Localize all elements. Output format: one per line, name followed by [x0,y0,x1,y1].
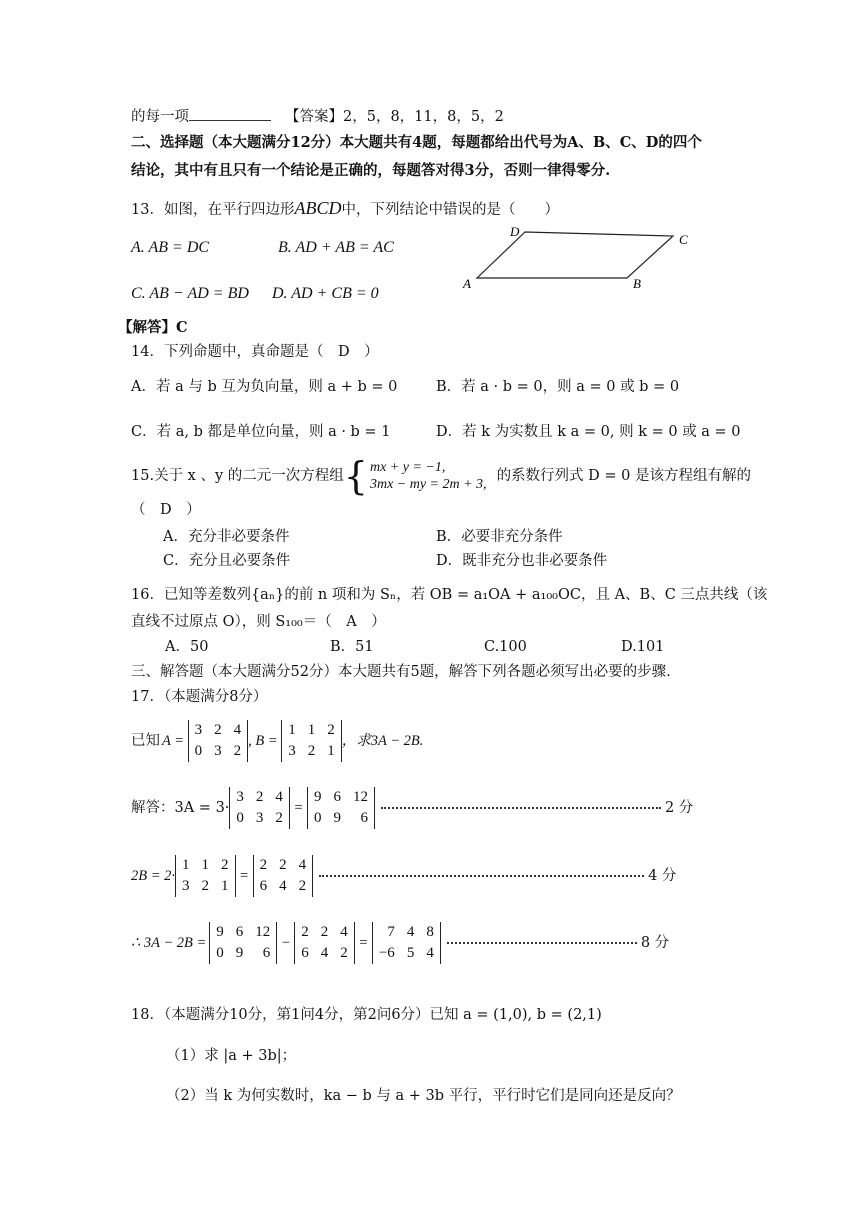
q15-option-c: C．充分且必要条件 [163,553,291,569]
q15-eq1: mx + y = −1, [369,460,446,475]
q17-step1: 解答：3A = 3· 3 2 4 0 3 2 = 9 6 12 0 9 6 2 分 [131,783,693,833]
matrix-b-cell: 1 [182,857,190,873]
top-prefix: 的每一项 [131,109,189,125]
matrix-b-cell: 3 [182,878,190,894]
q14-option-d: D．若 k 为实数且 k a = 0, 则 k = 0 或 a = 0 [436,424,741,440]
dotted-leader [447,942,637,944]
matrix-3a [307,787,375,829]
matrix-2b-cell: 2 [259,857,268,873]
matrix-3a-cell: 0 [313,810,322,826]
q15-equation-system: { mx + y = −1, 3mx − my = 2m + 3, [343,454,487,498]
q16-line1: 16．已知等差数列{aₙ}的前 n 项和为 Sₙ，若 OB = a₁OA + a₁₀₀OC，且 A、B、C 三点共线（该 [131,587,768,603]
matrix-b [281,720,342,762]
q16-option-b: B．51 [330,639,374,655]
label-a: A [463,276,471,291]
matrix-a-cell: 2 [255,789,264,805]
matrix-a-copy [229,787,290,829]
matrix-b-cell: 1 [288,722,296,738]
q17-step3-pre: ∴ 3A − 2B = [131,935,207,951]
matrix-a-cell: 3 [194,722,203,738]
q13-parallelogram-name: ABCD [294,198,342,218]
q15-eq2: 3mx − my = 2m + 3, [369,477,487,492]
q13-option-b: B. AD + AB = AC [278,239,394,256]
q18-line1: 18．（本题满分10分，第1问4分，第2问6分）已知 a = (1,0), b = (2,1) [131,1007,602,1023]
q15-stem [131,454,751,498]
matrix-b-cell: 1 [307,722,316,738]
q14-stem: 14．下列命题中，真命题是（ D ） [131,344,379,360]
matrix-a-cell: 2 [214,722,222,738]
matrix-b-cell: 2 [327,722,335,738]
matrix-2b-cell: 2 [301,924,309,940]
matrix-result-cell: 7 [387,924,395,940]
label-d: D [510,224,520,239]
top-answer-line [131,106,504,127]
q15-option-a: A．充分非必要条件 [163,529,290,545]
matrix-2b [253,855,314,897]
matrix-3a-cell: 9 [235,945,244,961]
matrix-b-cell: 1 [221,878,229,894]
q15-option-b: B．必要非充分条件 [436,529,563,545]
matrix-2b-cell: 2 [298,878,307,894]
q17-given-post: ，求3A − 2B. [341,733,424,749]
matrix-a-cell: 2 [233,743,242,759]
matrix-3a-cell: 0 [216,945,224,961]
q16-option-a: A．50 [165,639,209,655]
q17-step1-points: 2 分 [664,800,694,816]
q17-step1-pre: 解答：3A = 3· [131,800,230,816]
parallelogram-shape [477,232,673,278]
q13-stem-tail: 中，下列结论中错误的是（ ） [341,202,559,218]
matrix-a-cell: 3 [214,743,222,759]
q18-part1: （1）求 |a + 3b|； [166,1048,297,1064]
matrix-a-cell: 3 [255,810,264,826]
q15-option-d: D．既非充分也非必要条件 [436,553,608,569]
matrix-3a-cell: 6 [333,789,341,805]
matrix-b-cell: 2 [307,743,316,759]
matrix-3a-cell: 9 [313,789,322,805]
q13-stem [131,198,559,220]
q15-answer: （ D ） [131,502,201,518]
q13-option-c: C. AB − AD = BD [131,285,249,302]
q13-stem-text: 13．如图，在平行四边形 [131,202,295,218]
matrix-2b-copy [294,922,355,964]
matrix-b-cell: 2 [201,878,210,894]
dotted-leader [381,807,661,809]
q17-step2-points: 4 分 [648,868,677,884]
q17-step2-pre: 2B = 2· [131,868,176,884]
matrix-b-cell: 1 [201,857,210,873]
matrix-3a-cell: 6 [235,924,244,940]
q14-option-a: A．若 a 与 b 互为负向量，则 a + b = 0 [131,379,398,395]
matrix-3a-cell: 12 [352,789,368,805]
matrix-2b-cell: 2 [340,945,348,961]
section2-line2: 结论，其中有且只有一个结论是正确的，每题答对得3分，否则一律得零分. [131,162,611,179]
matrix-2b-cell: 2 [279,857,287,873]
matrix-a-cell: 0 [194,743,203,759]
q17-given: 已知 A = 3 2 4 0 3 2 , B = 1 1 2 3 2 1 ，求3A − 2B. [131,716,423,766]
matrix-3a-copy [209,922,277,964]
matrix-b-cell: 2 [221,857,229,873]
fill-blank [189,106,271,121]
matrix-2b-cell: 4 [340,924,348,940]
matrix-3a-cell: 9 [333,810,341,826]
matrix-a-cell: 0 [236,810,244,826]
matrix-3a-cell: 6 [360,810,368,826]
matrix-3a-cell: 6 [262,945,271,961]
matrix-2b-cell: 2 [320,924,329,940]
q14-option-c: C．若 a, b 都是单位向量，则 a · b = 1 [131,424,391,440]
matrix-3a-cell: 9 [216,924,224,940]
q15-stem-pre: 15.关于 x 、y 的二元一次方程组 [131,468,344,484]
matrix-result-cell: 8 [426,924,434,940]
label-c: C [679,232,688,247]
q16-option-d: D.101 [621,639,665,655]
matrix-result-cell: 4 [426,945,434,961]
matrix-2b-cell: 4 [320,945,329,961]
q16-line2: 直线不过原点 O），则 S₁₀₀＝（ A ） [131,614,386,630]
matrix-b-cell: 3 [288,743,296,759]
q18-part2: （2）当 k 为何实数时，ka − b 与 a + 3b 平行，平行时它们是同向还是反向？ [166,1088,681,1104]
q17-title: 17．（本题满分8分） [131,689,268,705]
matrix-2b-cell: 6 [259,878,268,894]
matrix-result [372,922,441,964]
matrix-2b-cell: 6 [301,945,309,961]
matrix-a-cell: 3 [236,789,244,805]
q17-step2: 2B = 2· 1 1 2 3 2 1 = 2 2 4 6 4 2 4 分 [131,851,676,901]
dotted-leader [319,875,644,877]
section3-header: 三、解答题（本大题满分52分）本大题共有5题，解答下列各题必须写出必要的步骤. [131,664,671,680]
matrix-a [188,720,249,762]
q13-option-a: A. AB = DC [131,239,210,256]
q14-option-b: B．若 a · b = 0，则 a = 0 或 b = 0 [436,379,680,395]
matrix-result-cell: −6 [378,945,395,961]
q13-answer: 【解答】C [118,319,188,336]
matrix-a-cell: 4 [233,722,242,738]
matrix-b-copy [175,855,236,897]
matrix-a-cell: 4 [275,789,283,805]
top-answer: 【答案】2，5，8，11，8，5，2 [285,109,504,125]
q17-step3: ∴ 3A − 2B = 9 6 12 0 9 6 − 2 2 4 6 4 2 = 7 4 8 −6 5 4 8 分 [131,918,669,968]
matrix-a-cell: 2 [275,810,283,826]
matrix-result-cell: 5 [406,945,415,961]
matrix-b-cell: 1 [327,743,335,759]
matrix-result-cell: 4 [406,924,415,940]
q16-option-c: C.100 [484,639,527,655]
q17-given-pre: 已知 [131,733,160,749]
q15-stem-post: 的系数行列式 D = 0 是该方程组有解的 [496,468,751,484]
parallelogram-figure [455,222,695,302]
matrix-2b-cell: 4 [279,878,287,894]
section2-line1: 二、选择题（本大题满分12分）本大题共有4题，每题都给出代号为A、B、C、D的四个 [131,134,702,151]
label-b: B [633,276,641,291]
matrix-3a-cell: 12 [255,924,271,940]
matrix-2b-cell: 4 [298,857,307,873]
q13-option-d: D. AD + CB = 0 [272,285,379,302]
q17-step3-points: 8 分 [640,935,670,951]
